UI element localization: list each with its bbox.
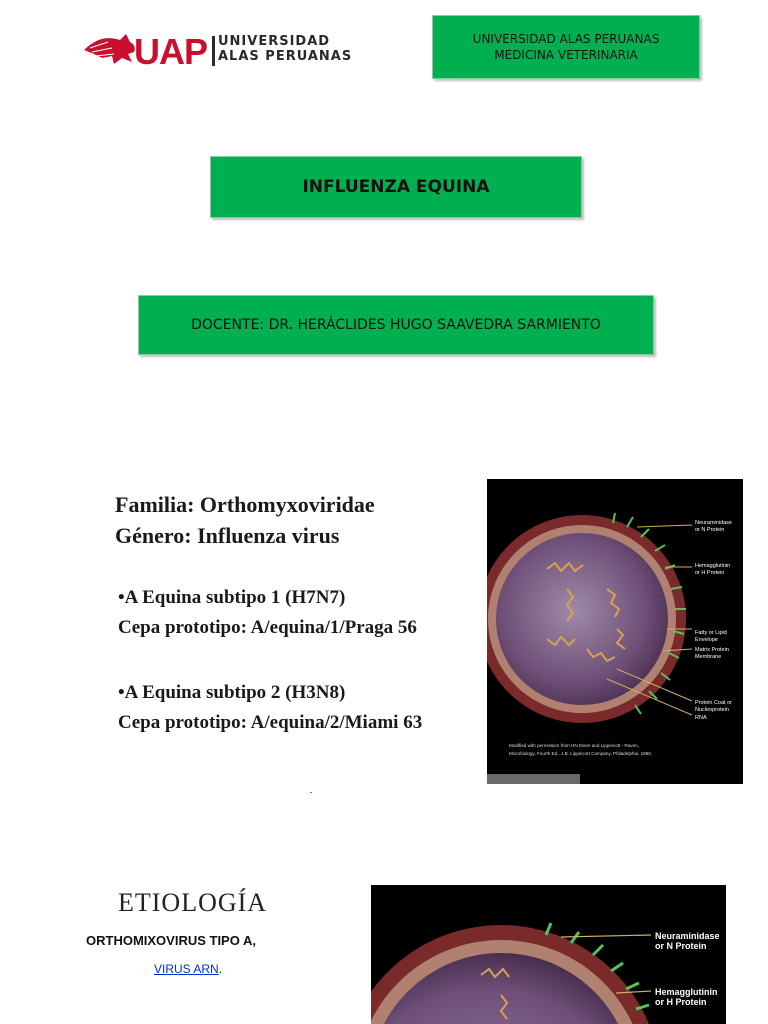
cepa2-text: Cepa prototipo: A/equina/2/Miami 63 (118, 712, 423, 733)
university-box (432, 15, 700, 79)
credit-line1: Modified with permission from HN Eisen and Lippincott - Raven, (509, 743, 639, 748)
label-neuraminidase: Neuraminidase (695, 520, 732, 526)
page-title: INFLUENZA EQUINA (302, 177, 490, 197)
subtipo2-block (118, 678, 422, 738)
cepa1-text: Cepa prototipo: A/equina/1/Praga 56 (118, 617, 417, 638)
label-envelope: Envelope (695, 637, 718, 643)
winged-lion-icon (84, 34, 135, 64)
label-n-protein: or N Protein (655, 941, 707, 951)
caption-bar (487, 774, 580, 784)
label-hemagglutinin: Hemagglutinin (695, 563, 731, 569)
credit-line2: Microbiology, Fourth Ed., J.B. Lippincott Company, Philadelphia, 1990. (509, 751, 653, 756)
virus-core (496, 533, 668, 705)
label-h-protein: or H Protein (695, 570, 725, 576)
title-box (210, 156, 582, 218)
docente-box (138, 295, 654, 355)
virus-arn-line (154, 962, 222, 976)
label-protein-coat: Protein Coat or (695, 700, 732, 706)
logo-line2: ALAS PERUANAS (218, 49, 353, 64)
label-fatty: Fatty or Lipid (695, 630, 727, 636)
label-membrane: Membrane (695, 654, 722, 660)
label-n-protein: or N Protein (695, 527, 725, 533)
etiologia-subheading: ORTHOMIXOVIRUS TIPO A, (86, 933, 256, 948)
docente-text: DOCENTE: DR. HERÁCLIDES HUGO SAAVEDRA SARMIENTO (191, 317, 601, 333)
familia-text: Familia: Orthomyxoviridae (115, 492, 375, 517)
virus-diagram-cropped (371, 885, 726, 1024)
label-nucleoprotein: Nucleoprotein (695, 707, 729, 713)
logo-line1: UNIVERSIDAD (218, 34, 331, 49)
virus-arn-link[interactable]: VIRUS ARN (154, 962, 219, 976)
label-h-protein: or H Protein (655, 997, 707, 1007)
university-name: UNIVERSIDAD ALAS PERUANAS (472, 32, 660, 46)
virus-arn-suffix: . (218, 962, 223, 976)
etiologia-heading: ETIOLOGÍA (118, 888, 268, 917)
label-hemagglutinin: Hemagglutinin (655, 987, 718, 997)
subtipo2-text: •A Equina subtipo 2 (H3N8) (118, 682, 346, 703)
subtipo1-block (118, 583, 417, 643)
taxonomy-block (115, 489, 375, 551)
genero-text: Género: Influenza virus (115, 523, 340, 548)
logo-text (218, 34, 352, 64)
logo-mark: UAP (134, 31, 208, 72)
virus-diagram (487, 479, 743, 784)
label-neuraminidase: Neuraminidase (655, 931, 720, 941)
faculty-name: MEDICINA VETERINARIA (494, 48, 638, 62)
stray-dot (310, 792, 312, 793)
label-matrix: Matrix Protein (695, 647, 729, 653)
label-rna: RNA (695, 715, 707, 721)
subtipo1-text: •A Equina subtipo 1 (H7N7) (118, 587, 346, 608)
